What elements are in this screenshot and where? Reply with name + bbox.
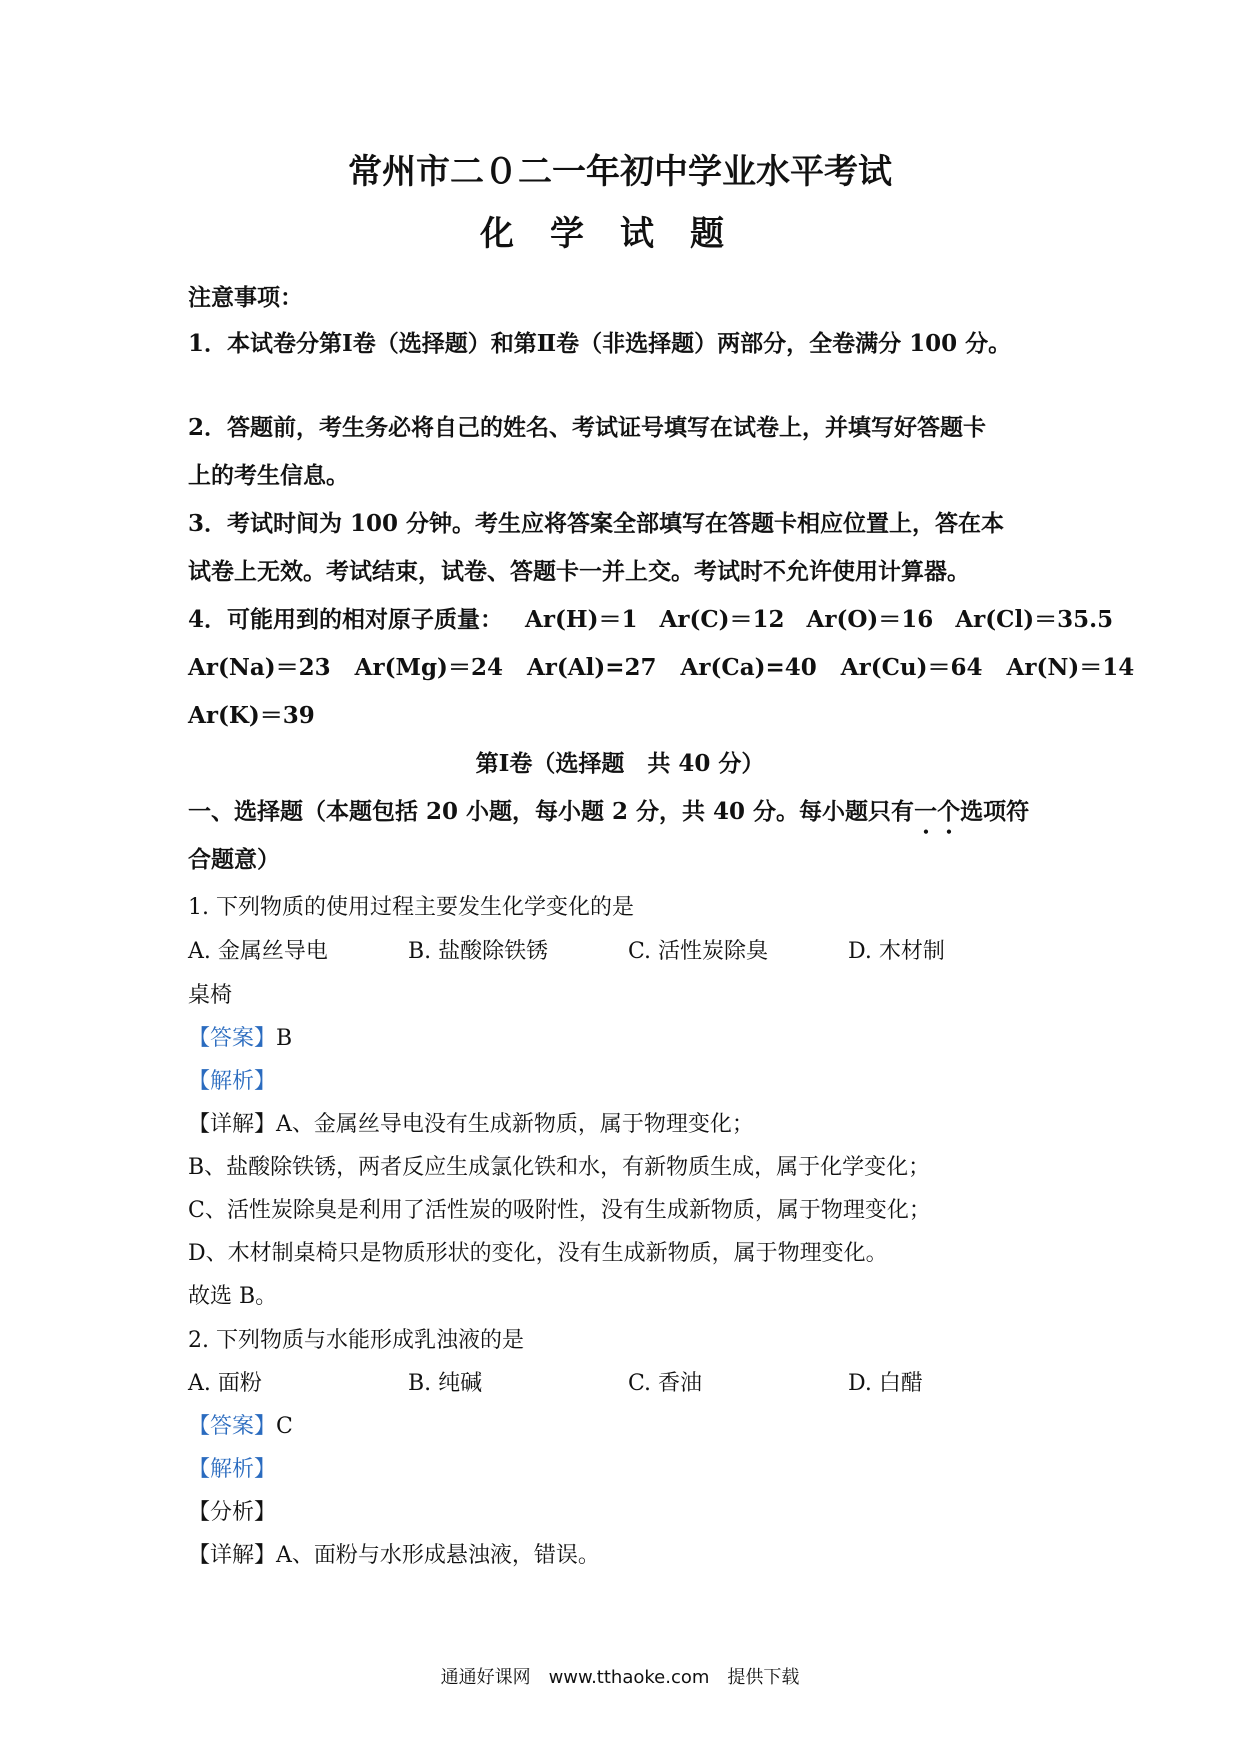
detail-tag: 【详解】 [188, 1112, 277, 1137]
detail-text: A、金属丝导电没有生成新物质，属于物理变化； [276, 1112, 754, 1137]
question-1-answer [188, 1024, 1068, 1054]
question-2-answer [188, 1412, 1068, 1442]
question-1-option-a: A. 金属丝导电 [188, 939, 328, 964]
part-heading-text: 一、选择题（本题包括 20 小题，每小题 2 分，共 40 分。每小题只有 [188, 798, 915, 825]
answer-tag: 【答案】 [188, 1026, 277, 1051]
question-1-detail-d: D、木材制桌椅只是物质形状的变化，没有生成新物质，属于物理变化。 [188, 1241, 888, 1266]
question-2-analysis-tag: 【解析】 [188, 1457, 277, 1482]
part-heading-line-2: 合题意） [188, 846, 280, 873]
part-heading-line-1 [188, 797, 1068, 839]
exam-subtitle: 化学试题 [480, 214, 760, 254]
detail-text: A、面粉与水形成悬浊液，错误。 [276, 1543, 600, 1568]
notice-heading: 注意事项： [188, 284, 303, 311]
question-1-stem: 1. 下列物质的使用过程主要发生化学变化的是 [188, 895, 634, 920]
question-1-conclusion: 故选 B。 [188, 1284, 278, 1309]
question-2-stem: 2. 下列物质与水能形成乳浊液的是 [188, 1328, 524, 1353]
section-heading: 第Ⅰ卷（选择题 共 40 分） [475, 750, 765, 777]
question-2-option-d: D. 白醋 [848, 1371, 923, 1396]
answer-tag: 【答案】 [188, 1414, 277, 1439]
answer-value: B [276, 1026, 293, 1051]
question-2-option-c: C. 香油 [628, 1371, 703, 1396]
notice-item-4-label: 4．可能用到的相对原子质量： [188, 606, 504, 633]
notice-item-3-line-1: 3．考试时间为 100 分钟。考生应将答案全部填写在答题卡相应位置上，答在本 [188, 510, 1005, 537]
question-1-detail-a [188, 1110, 1068, 1140]
detail-tag: 【详解】 [188, 1543, 277, 1568]
question-1-detail-b: B、盐酸除铁锈，两者反应生成氯化铁和水，有新物质生成，属于化学变化； [188, 1155, 931, 1180]
page-footer: 通通好课网 www.tthaoke.com 提供下载 [440, 1667, 800, 1688]
atomic-mass: Ar(Ca)=40 [680, 654, 817, 681]
question-2-option-b: B. 纯碱 [408, 1371, 483, 1396]
question-2-options [188, 1369, 1068, 1399]
notice-item-4-row-2 [188, 653, 1135, 683]
notice-item-3-line-2: 试卷上无效。考试结束，试卷、答题卡一并上交。考试时不允许使用计算器。 [188, 558, 970, 585]
question-2-detail-a [188, 1541, 1068, 1571]
answer-value: C [276, 1414, 293, 1439]
question-1-detail-c: C、活性炭除臭是利用了活性炭的吸附性，没有生成新物质，属于物理变化； [188, 1198, 931, 1223]
notice-item-2-line-1: 2．答题前，考生务必将自己的姓名、考试证号填写在试卷上，并填写好答题卡 [188, 414, 987, 441]
atomic-mass: Ar(Na)＝23 [188, 654, 331, 681]
atomic-mass: Ar(Cu)＝64 [840, 654, 983, 681]
notice-item-4-row-3: Ar(K)＝39 [188, 702, 315, 729]
atomic-mass: Ar(O)＝16 [806, 606, 934, 633]
atomic-mass: Ar(H)＝1 [525, 606, 638, 633]
question-2-option-a: A. 面粉 [188, 1371, 262, 1396]
exam-title: 常州市二０二一年初中学业水平考试 [348, 152, 892, 192]
atomic-mass: Ar(Al)=27 [526, 654, 657, 681]
question-1-option-b: B. 盐酸除铁锈 [408, 939, 549, 964]
atomic-mass: Ar(Mg)＝24 [354, 654, 503, 681]
question-2-analysis2-tag: 【分析】 [188, 1500, 277, 1525]
question-1-option-d: D. 木材制 [848, 939, 945, 964]
notice-item-4-row-1 [188, 605, 1114, 635]
notice-item-2-line-2: 上的考生信息。 [188, 462, 349, 489]
part-heading-text-end: 选项符 [960, 798, 1030, 825]
question-1-option-wrap: 桌椅 [188, 983, 233, 1008]
question-1-analysis-tag: 【解析】 [188, 1069, 277, 1094]
question-1-option-c: C. 活性炭除臭 [628, 939, 769, 964]
question-1-options [188, 937, 1068, 967]
notice-item-1: 1．本试卷分第Ⅰ卷（选择题）和第Ⅱ卷（非选择题）两部分，全卷满分 100 分。 [188, 330, 1012, 357]
atomic-mass: Ar(Cl)＝35.5 [955, 606, 1114, 633]
part-heading-emphasis: 一个 [914, 798, 961, 825]
atomic-mass: Ar(N)＝14 [1006, 654, 1135, 681]
atomic-mass: Ar(C)＝12 [659, 606, 785, 633]
